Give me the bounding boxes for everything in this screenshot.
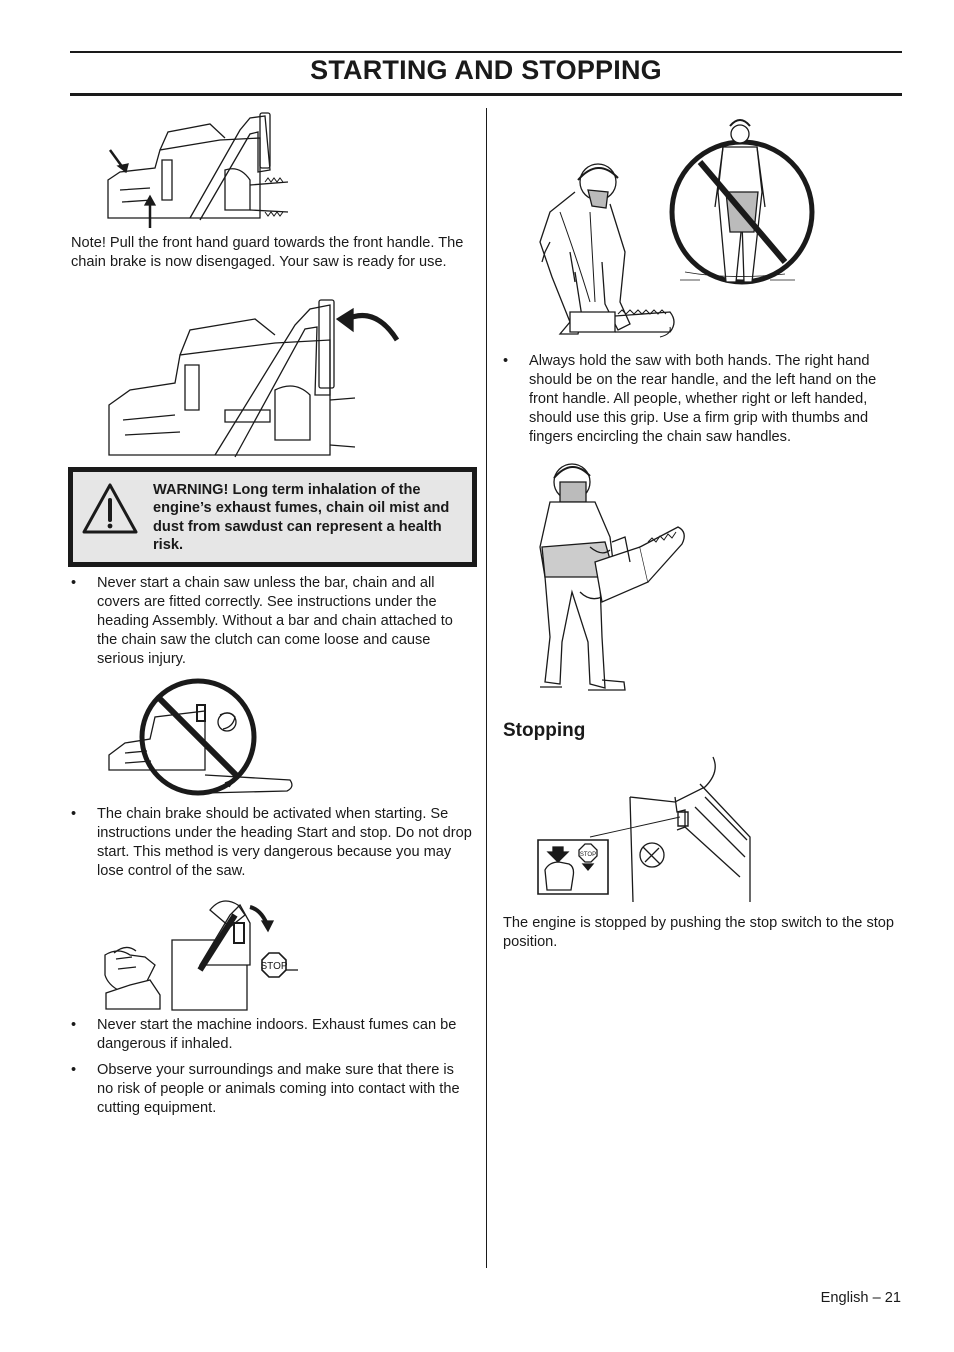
bullet-marker: •: [71, 1017, 77, 1033]
warning-triangle-icon: [81, 482, 139, 536]
list-item-text: Never start a chain saw unless the bar, chain and all covers are fitted correctly. See instructions under the heading Assembly. Without a bar and chain attached to the chain saw the clutch can come loose and cause serious injury.: [97, 575, 453, 667]
stopping-heading: Stopping: [503, 720, 586, 741]
bullet-marker: •: [503, 353, 509, 369]
note-text: Note! Pull the front hand guard towards the front handle. The chain brake is now disengaged. Your saw is ready for use.: [71, 235, 464, 270]
both-hands-grip-illustration: [530, 452, 695, 697]
no-start-without-bar-illustration: [105, 675, 300, 800]
page-number: English – 21: [820, 1290, 901, 1306]
list-item-text: Observe your surroundings and make sure that there is no risk of people or animals coming into contact with the cutting equipment.: [97, 1062, 460, 1116]
chain-brake-activated-illustration: [100, 885, 305, 1015]
list-item-text: The chain brake should be activated when starting. Se instructions under the heading Start and stop. Do not drop start. This method is very dangerous because you may lose control of the saw.: [97, 806, 472, 879]
header-bottom-rule: [70, 93, 902, 96]
list-item-text: Always hold the saw with both hands. The right hand should be on the rear handle, and the left hand on the front handle. All people, whether right or left handed, should use this grip. Use a firm grip with thumbs and fingers encircling the chain saw handles.: [529, 353, 877, 445]
header-top-rule: [70, 51, 902, 53]
stop-switch-label: STOP: [579, 852, 597, 858]
chain-brake-release-illustration: [100, 110, 290, 225]
warning-box: [68, 467, 477, 567]
list-item-text: Never start the machine indoors. Exhaust fumes can be dangerous if inhaled.: [97, 1017, 457, 1052]
bullet-marker: •: [71, 806, 77, 822]
page-title: STARTING AND STOPPING: [310, 55, 662, 85]
warning-text: WARNING! Long term inhalation of the engine’s exhaust fumes, chain oil mist and dust from sawdust can represent a health risk.: [153, 482, 450, 553]
stopping-text: The engine is stopped by pushing the stop switch to the stop position.: [503, 915, 895, 950]
stop-switch-illustration: [535, 752, 755, 902]
bullet-marker: •: [71, 1062, 77, 1078]
correct-operator-and-bystander-illustration: [530, 112, 820, 344]
bullet-marker: •: [71, 575, 77, 591]
stop-sign-label: STOP: [260, 961, 288, 972]
hand-guard-pull-illustration: [105, 295, 405, 460]
column-divider: [486, 108, 487, 1268]
